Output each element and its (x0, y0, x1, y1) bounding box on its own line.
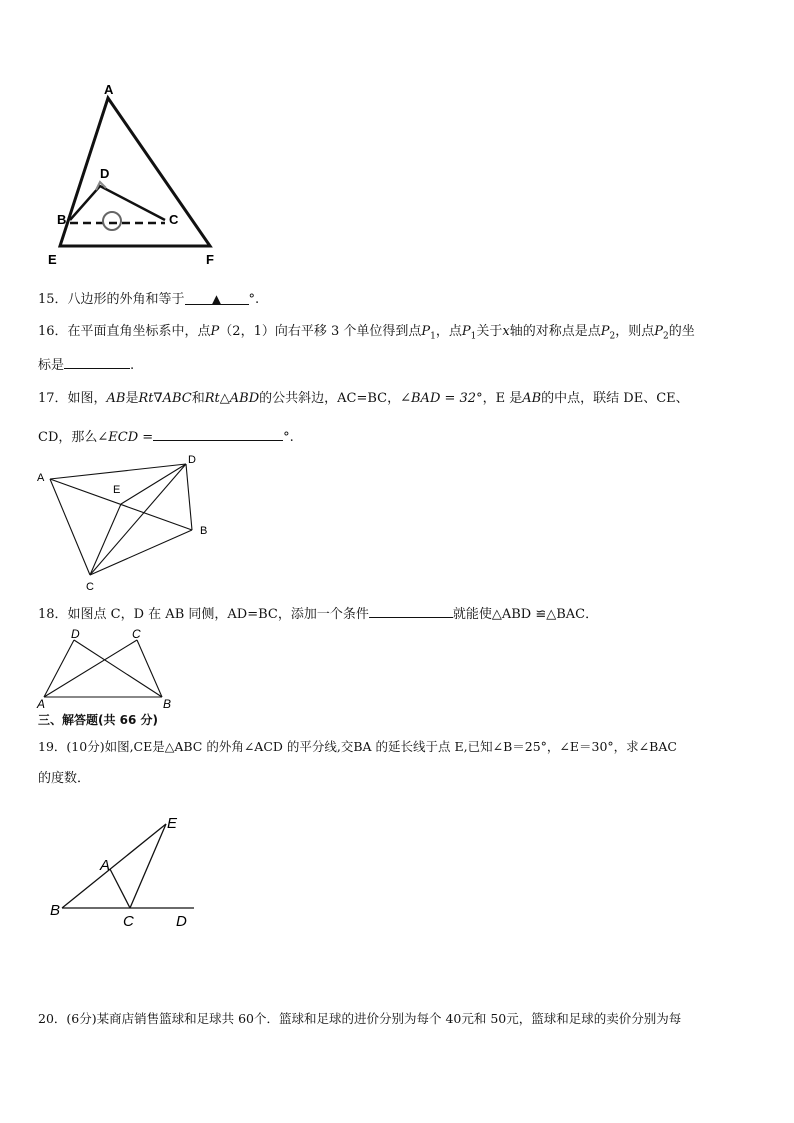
q15-answer-blank (185, 290, 249, 305)
label-a: A (104, 82, 114, 97)
q16-text-e: 轴的对称点是点 (509, 324, 601, 339)
segment-db (186, 464, 192, 530)
q16-text-g: 的坐 (668, 324, 695, 339)
q16-text-f: ，则点 (615, 324, 655, 339)
q15-text: 15．八边形的外角和等于 (38, 292, 185, 307)
label-c: C (169, 212, 179, 227)
question-16-line-2 (38, 354, 134, 375)
question-19-line-1: 19．(10分)如图,CE是△ABC 的外角∠ACD 的平分线,交BA 的延长线于点 E,已知∠B＝25°，∠E＝30°，求∠BAC (38, 739, 677, 754)
q17-text-d: 的公共斜边，AC=BC， (259, 391, 401, 406)
q16-sub-2: 2 (609, 331, 616, 342)
question-19-line-2: 的度数． (38, 771, 91, 786)
segment-bd (74, 640, 162, 697)
q16-line2-text: 标是 (38, 358, 65, 373)
label-b: B (200, 525, 208, 537)
figure-q17 (34, 452, 224, 592)
q17-ab: AB (106, 391, 126, 406)
section-title: 三、解答题(共 66 分) (38, 713, 159, 727)
question-17-line-1 (38, 390, 689, 408)
label-d: D (100, 166, 110, 181)
q16-point-p1: P (421, 324, 431, 339)
q17-angle-bad: ∠BAD = 32° (400, 391, 483, 406)
label-e: E (167, 815, 178, 832)
q18-text-b: 就能使△ABD ≌△BAC． (452, 607, 599, 622)
label-c: C (86, 581, 94, 592)
segment-ac (50, 479, 90, 575)
label-a: A (100, 857, 111, 874)
q16-text-a: 16．在平面直角坐标系中，点 (38, 324, 211, 339)
segment-be (62, 824, 166, 908)
q16-text-c: ，点 (435, 324, 462, 339)
q17-line2-text: CD，那么 (38, 430, 98, 445)
q18-answer-blank (369, 603, 453, 618)
segment-ac (110, 869, 130, 908)
label-b: B (57, 212, 67, 227)
q16-text-b: 向右平移 3 个单位得到点 (274, 324, 422, 339)
figure-q19 (46, 810, 206, 935)
label-f: F (206, 252, 214, 267)
label-d: D (71, 627, 80, 641)
q18-text-a: 18．如图点 C，D 在 AB 同侧，AD=BC，添加一个条件 (38, 607, 369, 622)
q17-text-f: 的中点，联结 DE、CE、 (541, 391, 689, 406)
q15-suffix: °. (248, 292, 260, 307)
q16-point-p1b: P (461, 324, 471, 339)
label-b: B (163, 697, 172, 711)
q17-ab2: AB (522, 391, 542, 406)
label-c: C (132, 627, 141, 641)
q17-angle-ecd: ∠ECD = (97, 430, 154, 445)
triangle-marker-icon: ▲ (211, 292, 222, 306)
q17-answer-blank (153, 426, 283, 441)
q16-sub-3: 2 (663, 331, 669, 342)
question-16-line-1 (38, 323, 695, 346)
question-18 (38, 603, 598, 624)
q17-line2-end: °. (283, 430, 294, 445)
center-marker-circle (103, 212, 121, 230)
q16-point-p: P (210, 324, 220, 339)
q16-point-p3: P (654, 324, 663, 339)
figure-q14 (40, 78, 230, 273)
label-e: E (48, 252, 57, 267)
segment-cb (90, 530, 192, 575)
q16-line2-end: . (130, 358, 135, 373)
label-b: B (50, 902, 61, 919)
q16-sub-1: 1 (430, 331, 436, 342)
q16-coordinate: （2，1） (219, 324, 275, 339)
label-a: A (37, 472, 45, 484)
question-20-line-1: 20．(6分)某商店销售篮球和足球共 60个．篮球和足球的进价分别为每个 40元和 50元，篮球和足球的卖价分别为每 (38, 1011, 682, 1026)
segment-ce (90, 504, 121, 575)
q16-sub-1b: 1 (470, 331, 477, 342)
segment-ce (130, 824, 166, 908)
question-15 (38, 290, 259, 309)
q16-point-p2: P (600, 324, 610, 339)
segment-cd (90, 464, 186, 575)
q16-answer-blank (64, 354, 130, 369)
q17-text-c: 和 (191, 391, 205, 406)
q17-rt-abd: Rt△ABD (204, 391, 260, 406)
q16-text-d: 关于 (476, 324, 503, 339)
q17-text-b: 是 (125, 391, 139, 406)
question-17-line-2 (38, 426, 294, 447)
label-c: C (123, 913, 134, 930)
q17-rt-abc: Rt∇ABC (138, 391, 192, 406)
label-d: D (176, 913, 187, 930)
label-d: D (188, 454, 196, 466)
figure-q18 (34, 624, 184, 712)
label-a: A (37, 697, 46, 711)
segment-ac (44, 640, 137, 697)
q16-x-variable: x (502, 324, 510, 339)
q17-text-a: 17．如图， (38, 391, 107, 406)
q17-text-e: ，E 是 (482, 391, 523, 406)
label-e: E (113, 484, 121, 496)
